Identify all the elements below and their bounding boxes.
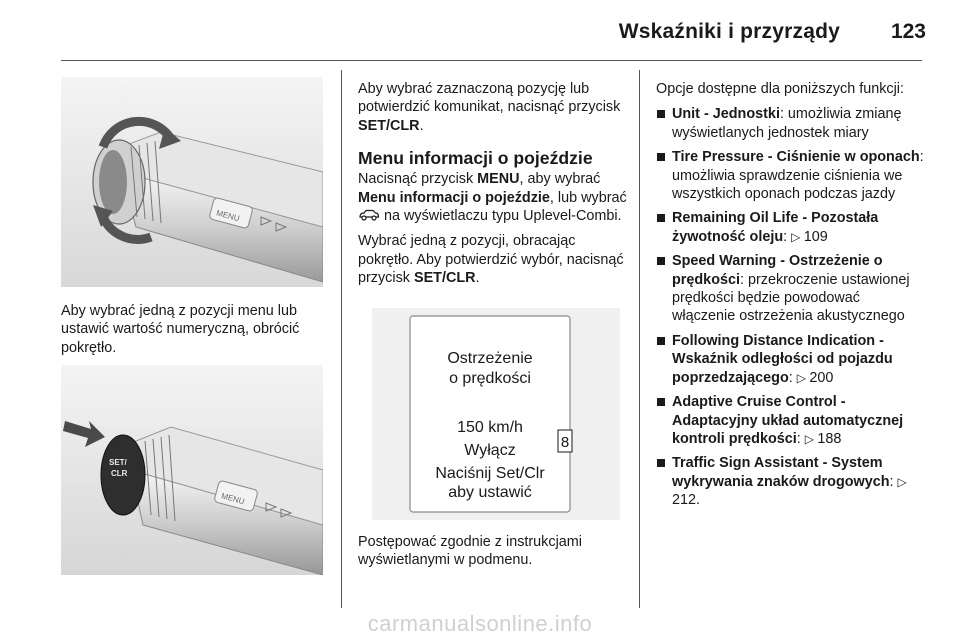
watermark: carmanualsonline.info	[367, 611, 593, 636]
page-ref-icon: ▷	[791, 229, 804, 244]
bullet-square	[657, 398, 665, 406]
page-ref-icon: ▷	[804, 431, 818, 446]
column-divider-2	[639, 70, 640, 608]
list-item: Adaptive Cruise Control - Adaptacyjny układ automatycznej kontroli prędkości: ▷ 188	[656, 393, 926, 448]
clr-label: CLR	[111, 469, 128, 478]
page-ref-icon: ▷	[897, 474, 907, 489]
list-item: Unit - Jednostki: umożliwia zmianę wyświetlanych jednostek miary	[656, 105, 926, 142]
page-ref[interactable]: 212.	[672, 492, 701, 509]
list-item: Traffic Sign Assistant - System wykrywania znaków drogowych: ▷ 212.	[656, 454, 926, 509]
options-list	[656, 105, 926, 509]
options-intro: Opcje dostępne dla poniższych funkcji:	[656, 81, 904, 97]
vehicle-info-icon	[358, 208, 380, 224]
display-line-6: aby ustawić	[448, 484, 532, 501]
stalk-press-photo	[61, 365, 323, 575]
bullet-square	[657, 153, 665, 161]
speed-warning-display	[372, 308, 620, 520]
knob-caption: Aby wybrać jedną z pozycji menu lub ustawić wartość numeryczną, obrócić pokrętło.	[61, 303, 300, 356]
column-divider-1	[341, 70, 342, 608]
display-line-2: o prędkości	[449, 370, 531, 387]
display-line-4: Wyłącz	[464, 442, 516, 459]
page-number: 123	[890, 20, 926, 43]
page-ref-icon: ▷	[796, 370, 810, 385]
confirm-paragraph: Aby wybrać zaznaczoną pozycję lub potwierdzić komunikat, nacisnąć przycisk SET/CLR.	[358, 81, 621, 134]
display-line-1: Ostrzeżenie	[447, 350, 533, 367]
page-ref[interactable]: 109	[803, 228, 828, 245]
display-side-digit: 8	[560, 434, 570, 451]
bullet-square	[657, 337, 665, 345]
list-item: Remaining Oil Life - Pozostała żywotność oleju: ▷ 109	[656, 209, 926, 246]
header-divider	[61, 60, 922, 61]
bullet-square	[657, 110, 665, 118]
list-item: Following Distance Indication - Wskaźnik odległości od pojazdu poprzedzającego: ▷ 200	[656, 332, 926, 387]
stalk-menu-label: MENU	[215, 208, 241, 224]
display-line-5: Naciśnij Set/Clr	[435, 465, 545, 482]
list-item: Tire Pressure - Ciśnienie w oponach: umożliwia sprawdzenie ciśnienia we wszystkich oponach podczas jazdy	[656, 148, 926, 203]
menu-paragraph: Nacisnąć przycisk MENU, aby wybrać Menu informacji o pojeździe, lub wybrać na wyświetlaczu typu Uplevel-Combi.	[358, 171, 627, 225]
bullet-square	[657, 459, 665, 467]
stalk-rotate-photo	[61, 77, 323, 287]
display-speed: 150 km/h	[457, 419, 523, 436]
select-paragraph: Wybrać jedną z pozycji, obracając pokrętło. Aby potwierdzić wybór, nacisnąć przycisk SET/CLR.	[358, 233, 624, 287]
section-heading: Menu informacji o pojeździe	[358, 148, 593, 169]
set-label: SET/	[109, 458, 127, 467]
page-ref[interactable]: 188	[817, 430, 842, 447]
page-ref[interactable]: 200	[809, 369, 834, 386]
submenu-paragraph: Postępować zgodnie z instrukcjami wyświetlanymi w podmenu.	[358, 534, 582, 569]
middle-column	[358, 80, 628, 295]
right-column	[656, 80, 926, 516]
list-item: Speed Warning - Ostrzeżenie o prędkości: przekroczenie ustawionej prędkości będzie powodować włączenie ostrzeżenia akustycznego	[656, 252, 926, 326]
bullet-square	[657, 214, 665, 222]
bullet-square	[657, 257, 665, 265]
page-header-title: Wskaźniki i przyrządy	[618, 20, 840, 43]
stalk2-menu-label: MENU	[220, 491, 246, 507]
